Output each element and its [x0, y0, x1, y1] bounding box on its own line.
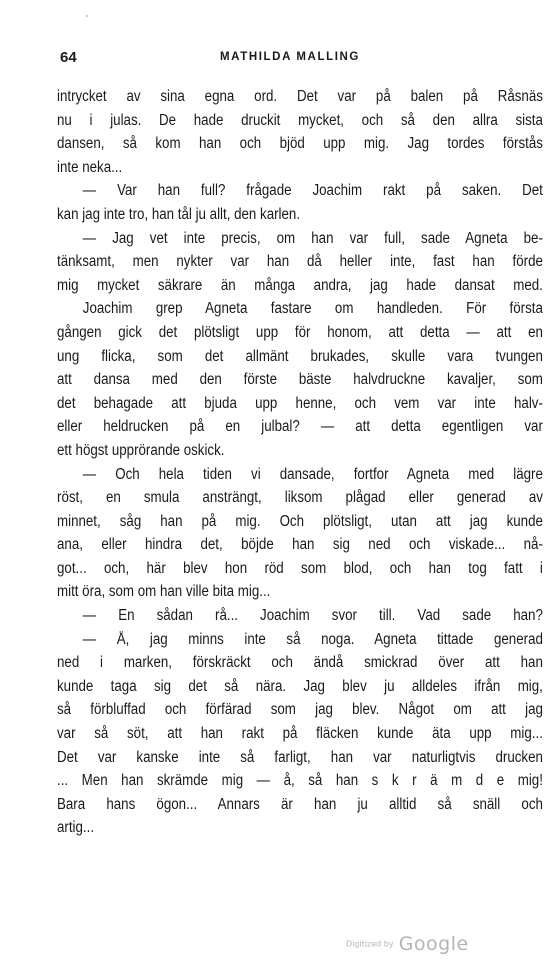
google-logo: Google — [398, 933, 469, 955]
text-line: ... Men han skrämde mig — å, så han s k r ä m d e mig! — [57, 772, 543, 790]
text-line: gången gick det plötsligt upp för honom, att detta — att en — [57, 323, 543, 341]
running-head: MATHILDA MALLING — [220, 51, 360, 63]
text-line: nu i julas. De hade druckit mycket, och så den allra sista — [57, 111, 543, 129]
text-line: tänksamt, men nykter var han då heller inte, fast han förde — [57, 253, 543, 271]
text-line: — Å, jag minns inte så noga. Agneta tittade generad — [82, 630, 543, 648]
watermark-prefix: Digitized by — [346, 939, 394, 949]
text-line: ned i marken, förskräckt och ändå smickrad över att han — [57, 654, 543, 672]
text-line: intrycket av sina egna ord. Det var på balen på Råsnäs — [57, 88, 543, 105]
text-line: — Och hela tiden vi dansade, fortfor Agneta med lägre — [82, 465, 543, 483]
text-line: dansen, så kom han och bjöd upp mig. Jag tordes förstås — [57, 135, 543, 153]
page-number: 64 — [60, 49, 77, 66]
text-line: så förbluffad och förfärad som jag blev. Något om att jag — [57, 701, 543, 719]
text-line: det behagade att bjuda upp henne, och vem var inte halv- — [57, 394, 543, 412]
text-line: ung flicka, som det allmänt brukades, skulle vara tvungen — [57, 347, 543, 365]
text-line: artig... — [57, 819, 95, 837]
page-header — [60, 49, 541, 69]
text-line: kan jag inte tro, han tål ju allt, den karlen. — [57, 205, 301, 223]
text-line: röst, en smula ansträngt, liksom plågad eller generad av — [57, 489, 543, 507]
text-line: Bara hans ögon... Annars är han ju alltid så snäll och — [57, 795, 543, 813]
text-line: — Var han full? frågade Joachim rakt på saken. Det — [82, 182, 543, 200]
paper-speck — [86, 15, 88, 17]
text-line: — Jag vet inte precis, om han var full, sade Agneta be- — [82, 229, 543, 247]
body-text — [57, 85, 543, 840]
text-line: mitt öra, som om han ville bita mig... — [57, 583, 271, 601]
text-line: — En sådan rå... Joachim svor till. Vad sade han? — [82, 607, 543, 625]
text-line: mig mycket säkrare än många andra, jag hade dansat med. — [57, 276, 543, 294]
text-line: eller heldrucken på en julbal? — att detta egentligen var — [57, 418, 543, 436]
text-line: got... och, här blev hon röd som blod, och han tog fatt i — [57, 559, 543, 577]
text-line: ett högst upprörande oskick. — [57, 441, 225, 459]
text-line: kunde taga sig det så nära. Jag blev ju alldeles ifrån mig, — [57, 677, 543, 695]
text-line: minnet, såg han på mig. Och plötsligt, utan att jag kunde — [57, 512, 543, 530]
text-line: ana, eller hindra det, böjde han sig ned och viskade... nå- — [57, 536, 543, 554]
text-line: Joachim grep Agneta fastare om handleden. För första — [82, 300, 543, 318]
text-line: Det var kanske inte så farligt, han var naturligtvis drucken — [57, 748, 543, 766]
text-line: att dansa med den förste bäste halvdruckne kavaljer, som — [57, 371, 543, 389]
text-line: var så söt, att han rakt på fläcken kunde äta upp mig... — [57, 725, 543, 743]
digitized-watermark — [346, 933, 469, 955]
text-line: inte neka... — [57, 158, 123, 176]
